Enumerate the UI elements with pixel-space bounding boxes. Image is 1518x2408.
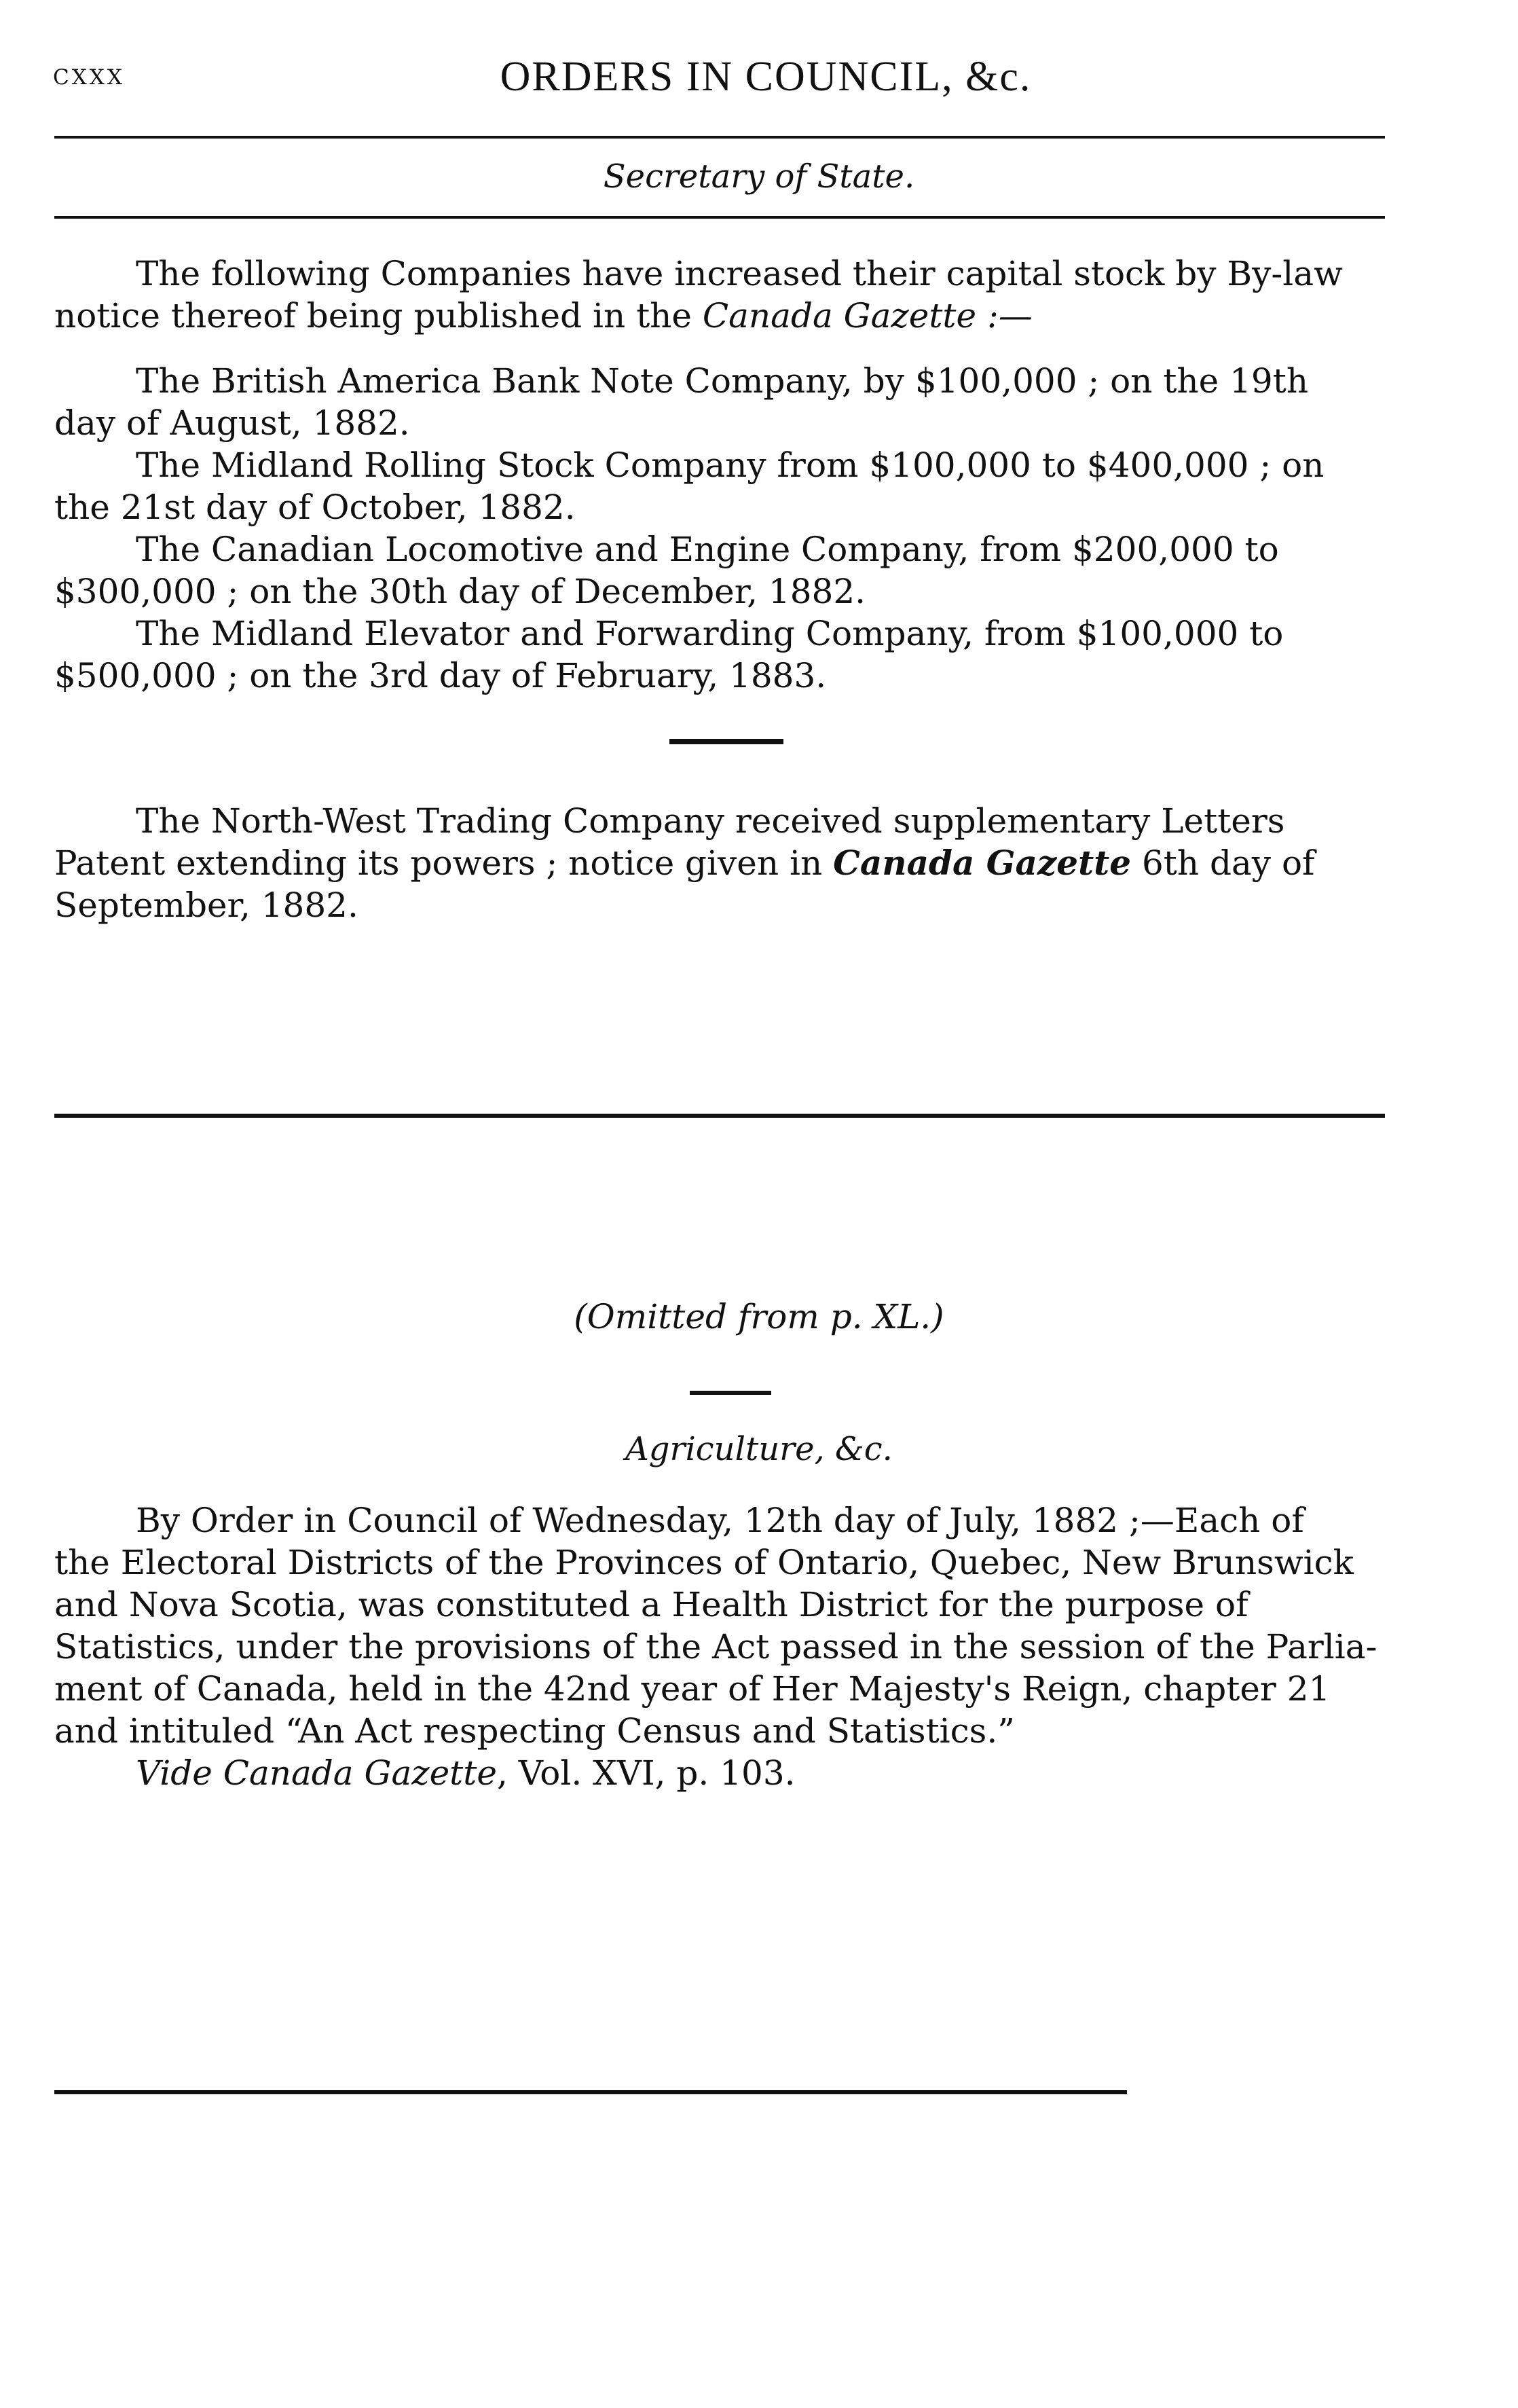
ornamental-rule [54,1114,1385,1118]
ornamental-rule [54,2090,1127,2094]
agriculture-line: Statistics, under the provisions of the Act passed in the session of the Parlia- [54,1627,1377,1666]
short-divider [669,739,783,744]
company-list [54,360,1385,697]
company-entry-line: The Midland Elevator and Forwarding Company, from $100,000 to [136,614,1284,653]
north-west-line: The North-West Trading Company received supplementary Letters [136,801,1285,841]
north-west-line: September, 1882. [54,886,358,925]
intro-line: notice thereof being published in the Canada Gazette :— [54,296,1033,335]
company-entry-line: The British America Bank Note Company, by $100,000 ; on the 19th [136,361,1309,401]
short-divider [690,1391,771,1395]
north-west-paragraph [54,800,1385,926]
running-header [53,53,1411,107]
vide-reference: Vide Canada Gazette, Vol. XVI, p. 103. [136,1753,796,1793]
company-entry-line: The Canadian Locomotive and Engine Company, from $200,000 to [136,530,1279,569]
section-heading-secretary: Secretary of State. [603,158,915,196]
company-entry-line: the 21st day of October, 1882. [54,488,576,527]
section-heading-agriculture: Agriculture, &c. [625,1430,893,1468]
company-entry-line: $300,000 ; on the 30th day of December, 1882. [54,572,866,611]
intro-line: The following Companies have increased their capital stock by By-law [136,254,1343,293]
header-rule [54,136,1385,139]
agriculture-line: and intituled “An Act respecting Census and Statistics.” [54,1711,1015,1751]
page-number: cxxx [53,57,125,92]
company-entry-line: The Midland Rolling Stock Company from $100,000 to $400,000 ; on [136,445,1325,485]
omitted-note: (Omitted from p. XL.) [574,1297,944,1336]
north-west-line: Patent extending its powers ; notice given in Canada Gazette 6th day of [54,843,1315,883]
agriculture-paragraph [54,1499,1385,1794]
agriculture-line: ment of Canada, held in the 42nd year of Her Majesty's Reign, chapter 21 [54,1669,1331,1709]
page-title: ORDERS IN COUNCIL, &c. [500,54,1032,100]
company-entry-line: $500,000 ; on the 3rd day of February, 1883. [54,656,827,695]
company-entry-line: day of August, 1882. [54,403,410,443]
agriculture-line: By Order in Council of Wednesday, 12th day of July, 1882 ;—Each of [136,1501,1304,1540]
intro-paragraph [54,253,1385,337]
agriculture-line: and Nova Scotia, was constituted a Health District for the purpose of [54,1585,1248,1624]
agriculture-line: the Electoral Districts of the Provinces of Ontario, Quebec, New Brunswick [54,1543,1354,1582]
section-rule [54,216,1385,219]
